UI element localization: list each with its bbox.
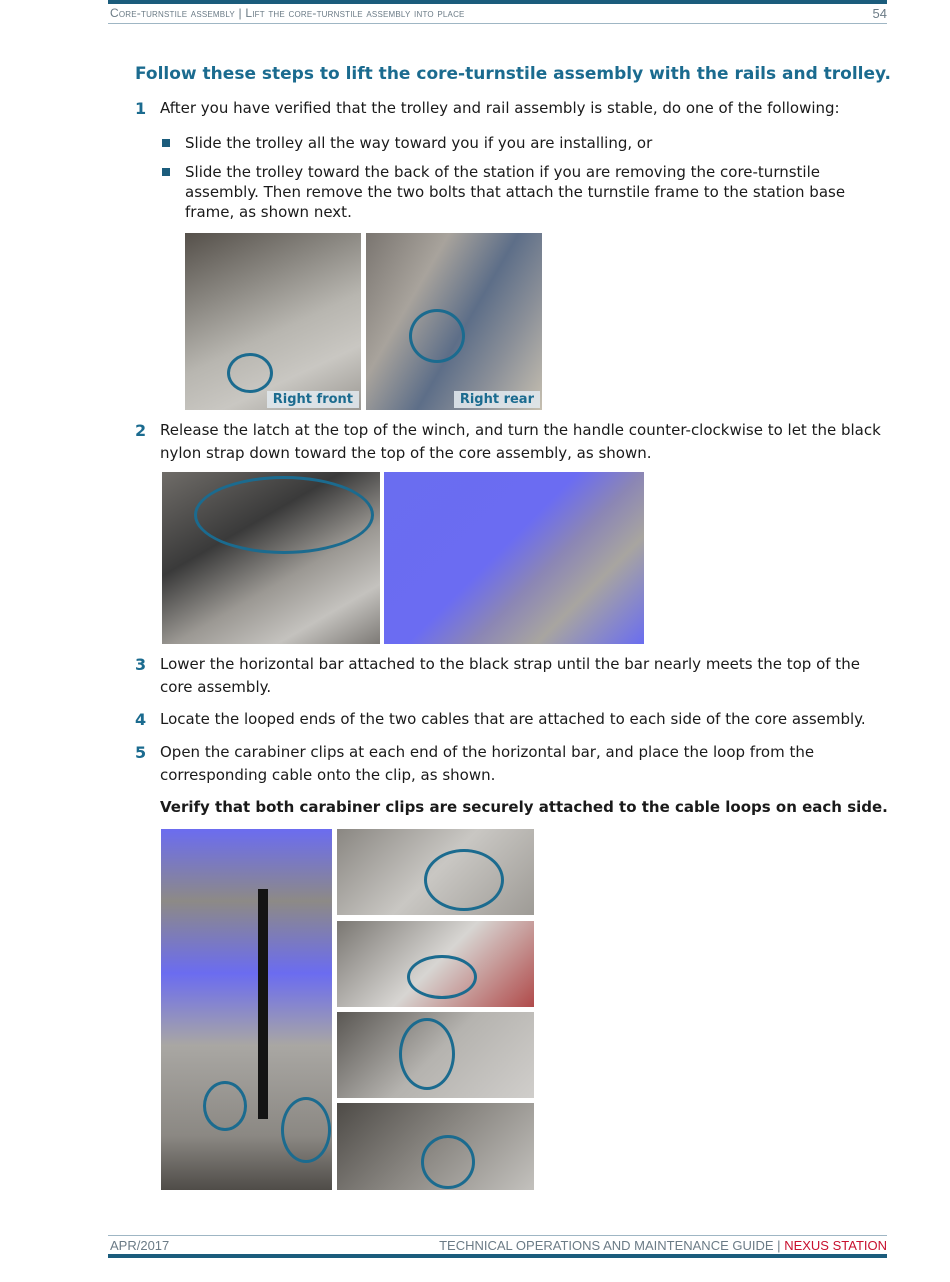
bullet-square-icon [162,139,170,147]
footer-guide-title: TECHNICAL OPERATIONS AND MAINTENANCE GUIDE [439,1238,774,1253]
highlight-circle [281,1097,331,1163]
photo-carabiner-4 [337,1103,534,1190]
step-4 [135,708,895,731]
footer-rule-thin [108,1235,887,1236]
step-number: 5 [135,743,147,762]
step-5 [135,741,895,787]
photo-right-rear-bolt [366,233,542,410]
photo-winch-latch [162,472,380,644]
section-title: Follow these steps to lift the core-turnstile assembly with the rails and trolley. [135,64,892,84]
photo-caption: Right front [267,391,359,408]
header-section: Core-turnstile assembly [110,6,235,20]
step-text: Lower the horizontal bar attached to the black strap until the bar nearly meets the top of the core assembly. [160,655,860,696]
photo-caption: Right rear [454,391,540,408]
bullet-item-remove [160,162,880,222]
running-header [110,6,465,20]
step-text: Release the latch at the top of the winch, and turn the handle counter-clockwise to let the black nylon strap down toward the top of the core assembly, as shown. [160,421,881,462]
highlight-circle [194,476,374,554]
photo-carabiner-2 [337,921,534,1007]
step-number: 1 [135,99,147,118]
step-number: 2 [135,421,147,440]
step-text: Open the carabiner clips at each end of the horizontal bar, and place the loop from the corresponding cable onto the clip, as shown. [160,743,815,784]
photo-horizontal-bar-strap [161,829,332,1190]
footer-brand: NEXUS STATION [784,1238,887,1253]
footer-rule-thick [108,1254,887,1258]
photo-winch-handle [384,472,644,644]
photo-carabiner-1 [337,829,534,915]
step-1 [135,97,895,120]
header-rule-thick [108,0,887,4]
highlight-circle [399,1018,455,1090]
highlight-circle [421,1135,475,1189]
step-text: Locate the looped ends of the two cables that are attached to each side of the core assembly. [160,710,866,728]
footer-date: APR/2017 [110,1238,170,1253]
step-3 [135,653,895,699]
highlight-circle [424,849,504,911]
photo-right-front-bolt [185,233,361,410]
black-strap [258,889,268,1119]
page-number: 54 [872,6,887,21]
bullet-text: Slide the trolley all the way toward you if you are installing, or [185,134,653,152]
bullet-square-icon [162,168,170,176]
step-2 [135,419,895,465]
footer-separator: | [777,1238,781,1253]
header-subsection: Lift the core-turnstile assembly into place [245,6,465,20]
bullet-text: Slide the trolley toward the back of the station if you are removing the core-turnstile assembly. Then remove the two bolts that attach the turnstile frame to the station base frame, as shown next. [185,163,846,221]
photo-carabiner-3 [337,1012,534,1098]
step-number: 3 [135,655,147,674]
footer-guide [439,1238,887,1253]
highlight-circle [203,1081,247,1131]
header-separator: | [238,6,242,20]
step-text: After you have verified that the trolley and rail assembly is stable, do one of the following: [160,99,840,117]
bullet-item-install [160,133,880,153]
header-rule-thin [108,23,887,24]
step-number: 4 [135,710,147,729]
highlight-circle [409,309,465,363]
highlight-circle [227,353,273,393]
verify-note: Verify that both carabiner clips are securely attached to the cable loops on each side. [160,798,888,816]
highlight-circle [407,955,477,999]
